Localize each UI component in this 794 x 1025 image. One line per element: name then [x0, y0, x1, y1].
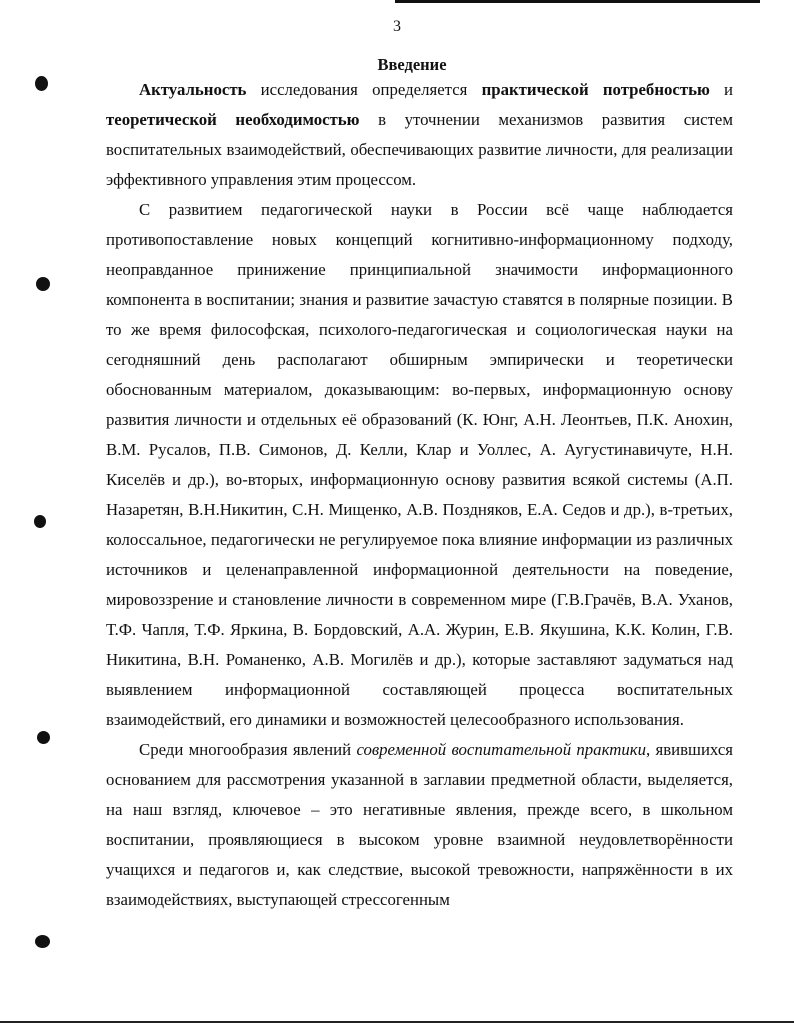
- text-span: С развитием педагогической науки в России всё чаще наблюдается противопоставление новых концепций когнитивно-информационному подходу, неоправданное принижение принципиальной значимости информационного компонента в воспитании; знания и развитие зачастую ставятся в полярные позиции. В то же время философская, психолого-педагогическая и социологическая науки на сегодняшний день располагают обширным эмпирически и теоретически обоснованным материалом, доказывающим: во-первых, информационную основу развития личности и отдельных её образований (К. Юнг, А.Н. Леонтьев, П.К. Анохин, В.М. Русалов, П.В. Симонов, Д. Келли, Клар и Уоллес, А. Аугустинавичуте, Н.Н. Киселёв и др.), во-вторых, информационную основу развития всякой системы (А.П. Назаретян, В.Н.Никитин, С.Н. Мищенко, А.В. Поздняков, Е.А. Седов и др.), в-третьих, колоссальное, педагогически не регулируемое пока влияние информации из различных источников и целенаправленной информационной деятельности на поведение, мировоззрение и становление личности в современном мире (Г.В.Грачёв, В.А. Уханов, Т.Ф. Чапля, Т.Ф. Яркина, В. Бордовский, А.А. Журин, Е.В. Якушина, К.К. Колин, Г.В. Никитина, В.Н. Романенко, А.В. Могилёв и др.), которые заставляют задуматься над выявлением информационной составляющей процесса воспитательных взаимодействий, его динамики и возможностей целесообразного использования.: [106, 200, 733, 729]
- document-body: [106, 75, 733, 915]
- term-relevance: Актуальность: [139, 80, 247, 99]
- punch-hole-mark: [35, 935, 50, 948]
- paragraph-context: [106, 195, 733, 735]
- text-span: Среди многообразия явлений: [139, 740, 357, 759]
- text-span: в уточнении механизмов развития систем воспитательных взаимодействий, обеспечивающих развитие личности, для реализации эффективного управления этим процессом.: [106, 110, 734, 189]
- top-scan-border: [395, 0, 760, 3]
- punch-hole-mark: [36, 277, 50, 291]
- punch-hole-mark: [37, 731, 50, 744]
- punch-hole-mark: [34, 515, 46, 528]
- term-practical-need: практической потребностью: [481, 80, 710, 99]
- term-modern-practice: современной воспитательной практики: [356, 740, 646, 759]
- text-span: , явившихся основанием для рассмотрения указанной в заглавии предметной области, выделяется, на наш взгляд, ключевое – это негативные явления, прежде всего, в школьном воспитании, проявляющиеся в высоком уровне взаимной неудовлетворённости учащихся и педагогов и, как следствие, высокой тревожности, напряжённости в их взаимодействиях, выступающей стрессогенным: [106, 740, 734, 909]
- page-heading: Введение: [377, 55, 447, 74]
- page-number: 3: [393, 18, 401, 35]
- punch-hole-mark: [35, 76, 48, 91]
- text-span: и: [709, 80, 733, 99]
- bottom-scan-border: [0, 1021, 794, 1023]
- term-theoretical-necessity: теоретической необходимостью: [106, 110, 360, 129]
- paragraph-relevance: [106, 75, 733, 195]
- text-span: исследования определяется: [246, 80, 482, 99]
- paragraph-practice: [106, 735, 733, 915]
